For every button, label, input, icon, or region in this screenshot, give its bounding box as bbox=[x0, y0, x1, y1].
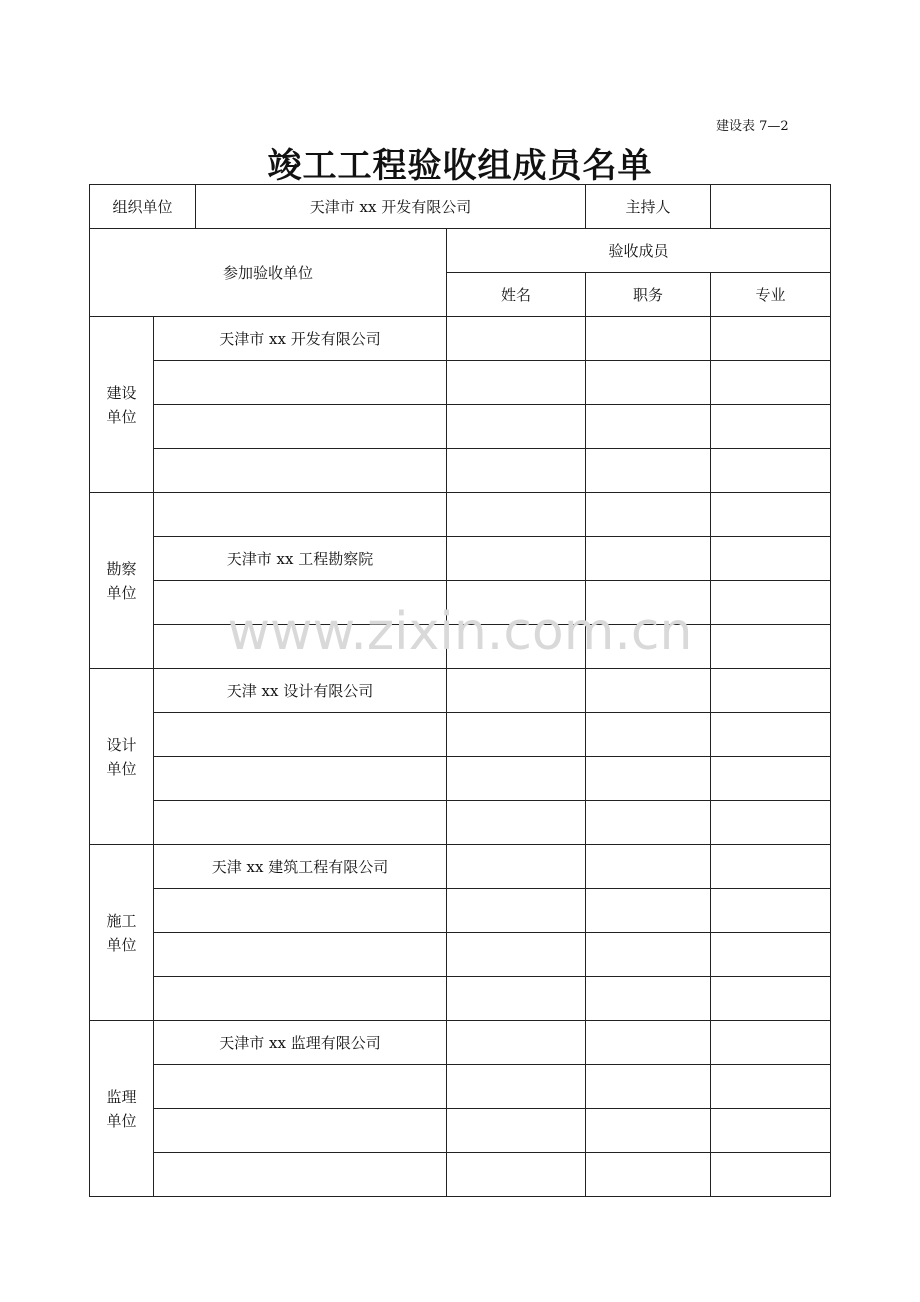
table-row bbox=[90, 1021, 831, 1065]
specialty-column-header: 专业 bbox=[711, 273, 831, 317]
member-specialty-cell[interactable] bbox=[711, 449, 831, 493]
unit-name-cell[interactable] bbox=[154, 1065, 447, 1109]
member-specialty-cell[interactable] bbox=[711, 1109, 831, 1153]
unit-category-line1: 建设 bbox=[106, 383, 137, 402]
member-name-cell[interactable] bbox=[447, 713, 586, 757]
member-name-cell[interactable] bbox=[447, 581, 586, 625]
unit-category-line1: 施工 bbox=[106, 911, 137, 930]
table-row bbox=[90, 1065, 831, 1109]
member-specialty-cell[interactable] bbox=[711, 1153, 831, 1197]
table-row bbox=[90, 493, 831, 537]
unit-name-cell[interactable] bbox=[154, 933, 447, 977]
member-position-cell[interactable] bbox=[586, 889, 711, 933]
table-row bbox=[90, 669, 831, 713]
member-list-table bbox=[89, 184, 831, 1197]
member-name-cell[interactable] bbox=[447, 405, 586, 449]
unit-category-cell bbox=[90, 1021, 154, 1197]
member-specialty-cell[interactable] bbox=[711, 405, 831, 449]
host-value[interactable] bbox=[711, 185, 831, 229]
unit-category-line2: 单位 bbox=[106, 935, 137, 954]
unit-name-cell[interactable]: 天津市 xx 监理有限公司 bbox=[154, 1021, 447, 1065]
member-name-cell[interactable] bbox=[447, 1109, 586, 1153]
unit-name-cell[interactable]: 天津市 xx 工程勘察院 bbox=[154, 537, 447, 581]
member-name-cell[interactable] bbox=[447, 1021, 586, 1065]
unit-name-cell[interactable] bbox=[154, 801, 447, 845]
table-row bbox=[90, 801, 831, 845]
member-specialty-cell[interactable] bbox=[711, 625, 831, 669]
table-row bbox=[90, 581, 831, 625]
member-position-cell[interactable] bbox=[586, 1021, 711, 1065]
table-row bbox=[90, 405, 831, 449]
table-row bbox=[90, 361, 831, 405]
form-code: 建设表 7—2 bbox=[716, 119, 789, 134]
table-row bbox=[90, 933, 831, 977]
member-position-cell[interactable] bbox=[586, 625, 711, 669]
member-specialty-cell[interactable] bbox=[711, 977, 831, 1021]
watermark: www.zixin.com.cn bbox=[227, 602, 693, 662]
unit-name-cell[interactable] bbox=[154, 361, 447, 405]
unit-name-cell[interactable]: 天津 xx 设计有限公司 bbox=[154, 669, 447, 713]
document-title: 竣工工程验收组成员名单 bbox=[267, 146, 653, 186]
unit-name-cell[interactable] bbox=[154, 1153, 447, 1197]
member-specialty-cell[interactable] bbox=[711, 581, 831, 625]
member-name-cell[interactable] bbox=[447, 537, 586, 581]
member-name-cell[interactable] bbox=[447, 845, 586, 889]
unit-name-cell[interactable] bbox=[154, 757, 447, 801]
table-row bbox=[90, 537, 831, 581]
table-row bbox=[90, 625, 831, 669]
member-position-cell[interactable] bbox=[586, 977, 711, 1021]
org-value[interactable]: 天津市 xx 开发有限公司 bbox=[196, 185, 586, 229]
table-row bbox=[90, 845, 831, 889]
member-position-cell[interactable] bbox=[586, 801, 711, 845]
org-label: 组织单位 bbox=[90, 185, 196, 229]
unit-name-cell[interactable] bbox=[154, 889, 447, 933]
unit-name-cell[interactable]: 天津 xx 建筑工程有限公司 bbox=[154, 845, 447, 889]
member-specialty-cell[interactable] bbox=[711, 933, 831, 977]
member-name-cell[interactable] bbox=[447, 977, 586, 1021]
unit-category-line2: 单位 bbox=[106, 1111, 137, 1130]
unit-category-line2: 单位 bbox=[106, 407, 137, 426]
host-label: 主持人 bbox=[586, 185, 711, 229]
unit-category-line1: 监理 bbox=[106, 1087, 137, 1106]
unit-name-cell[interactable]: 天津市 xx 开发有限公司 bbox=[154, 317, 447, 361]
table-row bbox=[90, 889, 831, 933]
member-position-cell[interactable] bbox=[586, 493, 711, 537]
member-name-cell[interactable] bbox=[447, 801, 586, 845]
member-position-cell[interactable] bbox=[586, 361, 711, 405]
table-row bbox=[90, 1109, 831, 1153]
member-name-cell[interactable] bbox=[447, 449, 586, 493]
member-position-cell[interactable] bbox=[586, 933, 711, 977]
member-position-cell[interactable] bbox=[586, 669, 711, 713]
unit-category-line2: 单位 bbox=[106, 583, 137, 602]
member-name-cell[interactable] bbox=[447, 757, 586, 801]
position-column-header: 职务 bbox=[586, 273, 711, 317]
table-row bbox=[90, 317, 831, 361]
member-specialty-cell[interactable] bbox=[711, 317, 831, 361]
table-row bbox=[90, 757, 831, 801]
unit-category-line1: 勘察 bbox=[106, 559, 137, 578]
table-row bbox=[90, 977, 831, 1021]
member-specialty-cell[interactable] bbox=[711, 757, 831, 801]
member-name-cell[interactable] bbox=[447, 669, 586, 713]
unit-name-cell[interactable] bbox=[154, 405, 447, 449]
name-column-header: 姓名 bbox=[447, 273, 586, 317]
member-position-cell[interactable] bbox=[586, 1153, 711, 1197]
member-name-cell[interactable] bbox=[447, 933, 586, 977]
unit-name-cell[interactable] bbox=[154, 1109, 447, 1153]
member-position-cell[interactable] bbox=[586, 713, 711, 757]
member-specialty-cell[interactable] bbox=[711, 669, 831, 713]
unit-category-cell bbox=[90, 317, 154, 493]
unit-name-cell[interactable] bbox=[154, 581, 447, 625]
member-position-cell[interactable] bbox=[586, 317, 711, 361]
member-specialty-cell[interactable] bbox=[711, 361, 831, 405]
member-specialty-cell[interactable] bbox=[711, 493, 831, 537]
member-position-cell[interactable] bbox=[586, 1065, 711, 1109]
member-position-cell[interactable] bbox=[586, 537, 711, 581]
unit-category-line1: 设计 bbox=[106, 735, 137, 754]
unit-name-cell[interactable] bbox=[154, 625, 447, 669]
unit-name-cell[interactable] bbox=[154, 713, 447, 757]
table-row bbox=[90, 449, 831, 493]
member-name-cell[interactable] bbox=[447, 889, 586, 933]
member-name-cell[interactable] bbox=[447, 361, 586, 405]
table-row bbox=[90, 713, 831, 757]
unit-name-cell[interactable] bbox=[154, 493, 447, 537]
member-specialty-cell[interactable] bbox=[711, 889, 831, 933]
member-position-cell[interactable] bbox=[586, 1109, 711, 1153]
member-specialty-cell[interactable] bbox=[711, 1065, 831, 1109]
unit-category-cell bbox=[90, 845, 154, 1021]
table-row bbox=[90, 1153, 831, 1197]
member-name-cell[interactable] bbox=[447, 317, 586, 361]
member-specialty-cell[interactable] bbox=[711, 713, 831, 757]
unit-category-cell bbox=[90, 493, 154, 669]
member-position-cell[interactable] bbox=[586, 405, 711, 449]
member-specialty-cell[interactable] bbox=[711, 801, 831, 845]
member-position-cell[interactable] bbox=[586, 757, 711, 801]
unit-name-cell[interactable] bbox=[154, 449, 447, 493]
member-specialty-cell[interactable] bbox=[711, 1021, 831, 1065]
unit-name-cell[interactable] bbox=[154, 977, 447, 1021]
member-name-cell[interactable] bbox=[447, 493, 586, 537]
member-name-cell[interactable] bbox=[447, 1065, 586, 1109]
members-column-header: 验收成员 bbox=[447, 229, 831, 273]
unit-category-line2: 单位 bbox=[106, 759, 137, 778]
member-name-cell[interactable] bbox=[447, 625, 586, 669]
member-position-cell[interactable] bbox=[586, 449, 711, 493]
unit-column-header: 参加验收单位 bbox=[90, 229, 447, 317]
unit-category-cell bbox=[90, 669, 154, 845]
member-position-cell[interactable] bbox=[586, 581, 711, 625]
member-name-cell[interactable] bbox=[447, 1153, 586, 1197]
member-specialty-cell[interactable] bbox=[711, 845, 831, 889]
member-specialty-cell[interactable] bbox=[711, 537, 831, 581]
member-position-cell[interactable] bbox=[586, 845, 711, 889]
